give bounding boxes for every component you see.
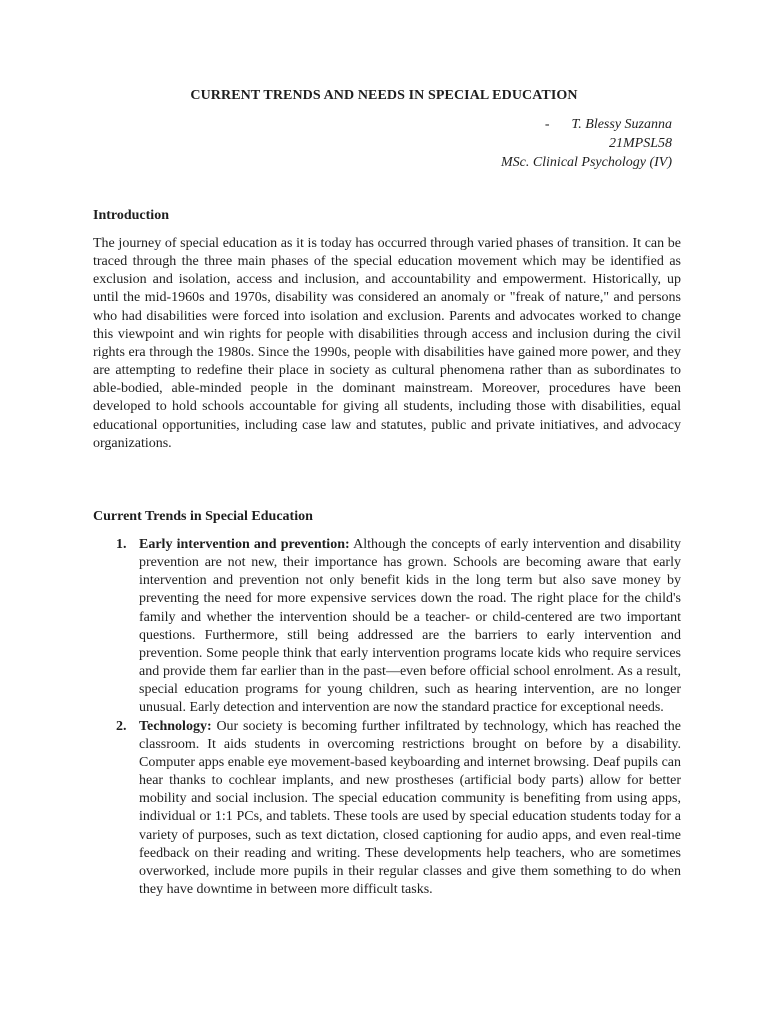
list-item-number: 2. [116, 718, 127, 734]
list-item-text: Our society is becoming further infiltrated by technology, which has reached the classroom. It aids students in overcoming restrictions brought on before by a disability. Computer apps enable eye movement-based keyboarding and internet browsing. Deaf pupils can hear thanks to cochlear implants, and new prostheses (artificial body parts) allow for better mobility and social inclusion. The special education community is benefiting from using apps, individual or 1:1 PCs, and tablets. These tools are used by special education students today for a variety of purposes, such as text dictation, closed captioning for audio apps, and even real-time feedback on their reading and writing. These developments help teachers, who are sometimes overworked, include more pupils in their regular classes and give them something to do when they have downtime in between more difficult tasks. [139, 718, 682, 897]
list-item-lead: Technology: [139, 718, 212, 734]
trends-list [93, 536, 681, 899]
document-title: CURRENT TRENDS AND NEEDS IN SPECIAL EDUCATION [190, 88, 578, 103]
author-name: T. Blessy Suzanna [571, 117, 672, 132]
list-item [93, 536, 681, 718]
author-program: MSc. Clinical Psychology (IV) [500, 155, 672, 170]
introduction-heading: Introduction [93, 208, 169, 223]
author-block [501, 115, 672, 172]
list-item [93, 718, 681, 900]
trends-heading: Current Trends in Special Education [93, 509, 313, 524]
author-name-line [501, 115, 672, 134]
list-item-text: Although the concepts of early intervention and disability prevention are not new, their importance has grown. Schools are becoming aware that early intervention and prevention not only benefit kids in the long term but also save money by preventing the need for more expensive services down the road. The right place for the child's family and whether the intervention should be a teacher- or child-centered are two important questions. Furthermore, still being addressed are the barriers to early intervention and prevention. Some people think that early intervention programs locate kids who require services and provide them far earlier than in the past—even before official school enrolment. As a result, special education programs for young children, such as hearing intervention, are no longer unusual. Early detection and intervention are now the standard practice for exceptional needs. [139, 537, 681, 716]
introduction-paragraph: The journey of special education as it is today has occurred through varied phases of transition. It can be traced through the three main phases of the special education movement which may be identified as exclusion and isolation, access and inclusion, and accountability and empowerment. Historically, up until the mid-1960s and 1970s, disability was considered an anomaly or "freak of nature," and persons who had disabilities were forced into isolation and exclusion. Parents and advocates worked to change this viewpoint and win rights for people with disabilities through access and inclusion during the civil rights era through the 1980s. Since the 1990s, people with disabilities have gained more power, and they are attempting to redefine their place in society as cultural phenomena rather than as subordinates to able-bodied, able-minded people in the dominant mainstream. Moreover, procedures have been developed to hold schools accountable for giving all students, including those with disabilities, equal educational opportunities, including case law and statutes, public and private initiatives, and advocacy organizations. [93, 236, 681, 451]
author-id: 21MPSL58 [609, 136, 672, 151]
list-item-lead: Early intervention and prevention: [139, 537, 350, 552]
author-dash: - [544, 117, 550, 132]
list-item-number: 1. [116, 537, 127, 552]
